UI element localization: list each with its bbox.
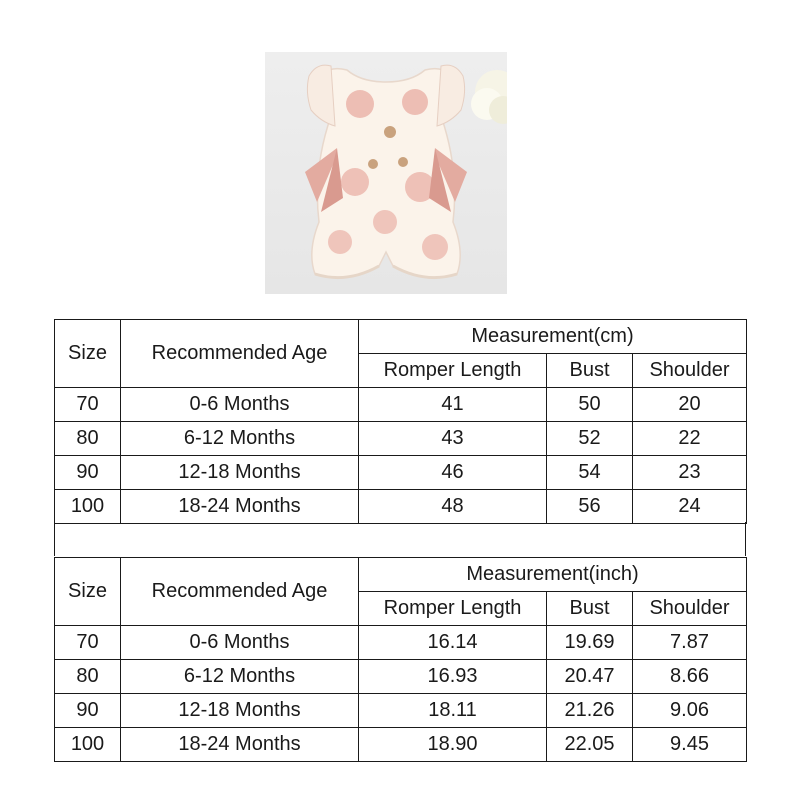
romper xyxy=(305,65,467,277)
header-bust: Bust xyxy=(547,592,633,626)
cell-size: 100 xyxy=(55,490,121,524)
cell-size: 80 xyxy=(55,422,121,456)
header-recommended-age: Recommended Age xyxy=(121,558,359,626)
header-measurement: Measurement(cm) xyxy=(359,320,747,354)
cell-age: 12-18 Months xyxy=(121,456,359,490)
cell-length: 18.11 xyxy=(359,694,547,728)
table-row xyxy=(55,456,747,490)
cell-shoulder: 8.66 xyxy=(633,660,747,694)
size-table-cm xyxy=(54,319,747,524)
cell-length: 16.14 xyxy=(359,626,547,660)
table-row xyxy=(55,490,747,524)
cell-shoulder: 9.45 xyxy=(633,728,747,762)
cell-length: 41 xyxy=(359,388,547,422)
cell-bust: 21.26 xyxy=(547,694,633,728)
header-romper-length: Romper Length xyxy=(359,354,547,388)
size-table-inch xyxy=(54,557,747,762)
cell-bust: 52 xyxy=(547,422,633,456)
cell-size: 100 xyxy=(55,728,121,762)
cell-age: 6-12 Months xyxy=(121,660,359,694)
cell-size: 80 xyxy=(55,660,121,694)
cell-length: 48 xyxy=(359,490,547,524)
cell-bust: 20.47 xyxy=(547,660,633,694)
cell-age: 12-18 Months xyxy=(121,694,359,728)
header-bust: Bust xyxy=(547,354,633,388)
cell-bust: 56 xyxy=(547,490,633,524)
cell-age: 6-12 Months xyxy=(121,422,359,456)
cell-age: 18-24 Months xyxy=(121,728,359,762)
cell-shoulder: 7.87 xyxy=(633,626,747,660)
header-measurement: Measurement(inch) xyxy=(359,558,747,592)
cell-age: 0-6 Months xyxy=(121,388,359,422)
cell-bust: 54 xyxy=(547,456,633,490)
table-row xyxy=(55,660,747,694)
cell-length: 18.90 xyxy=(359,728,547,762)
cell-bust: 19.69 xyxy=(547,626,633,660)
header-recommended-age: Recommended Age xyxy=(121,320,359,388)
header-shoulder: Shoulder xyxy=(633,354,747,388)
table-row xyxy=(55,694,747,728)
romper-illustration xyxy=(265,52,507,294)
cell-length: 46 xyxy=(359,456,547,490)
table-spacer xyxy=(54,522,746,556)
cell-length: 16.93 xyxy=(359,660,547,694)
cell-shoulder: 24 xyxy=(633,490,747,524)
cell-bust: 50 xyxy=(547,388,633,422)
cell-shoulder: 23 xyxy=(633,456,747,490)
table-row xyxy=(55,728,747,762)
table-row xyxy=(55,626,747,660)
header-size: Size xyxy=(55,558,121,626)
header-size: Size xyxy=(55,320,121,388)
cell-size: 70 xyxy=(55,388,121,422)
cell-age: 0-6 Months xyxy=(121,626,359,660)
table-row xyxy=(55,388,747,422)
cell-size: 90 xyxy=(55,694,121,728)
white-flower xyxy=(471,70,507,124)
header-romper-length: Romper Length xyxy=(359,592,547,626)
table-row xyxy=(55,422,747,456)
cell-shoulder: 20 xyxy=(633,388,747,422)
cell-length: 43 xyxy=(359,422,547,456)
cell-shoulder: 22 xyxy=(633,422,747,456)
header-shoulder: Shoulder xyxy=(633,592,747,626)
cell-size: 70 xyxy=(55,626,121,660)
cell-size: 90 xyxy=(55,456,121,490)
cell-shoulder: 9.06 xyxy=(633,694,747,728)
product-photo xyxy=(265,52,507,294)
cell-bust: 22.05 xyxy=(547,728,633,762)
cell-age: 18-24 Months xyxy=(121,490,359,524)
